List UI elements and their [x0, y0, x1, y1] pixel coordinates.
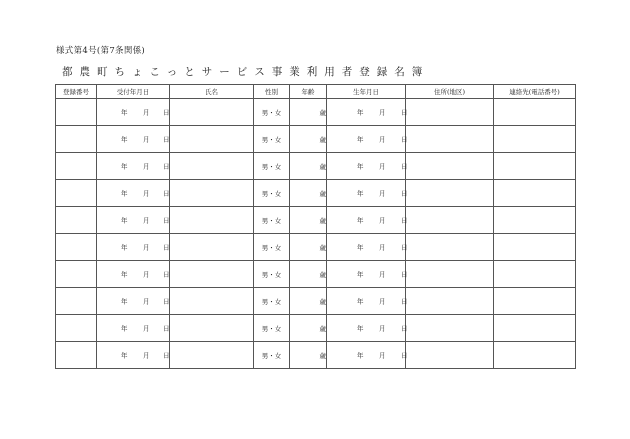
birth-month-label: 月: [379, 324, 386, 333]
received-day-label: 日: [163, 243, 170, 252]
sex-cell[interactable]: [254, 315, 290, 342]
age-cell[interactable]: [290, 153, 327, 180]
address-cell[interactable]: [406, 99, 494, 126]
birth-month-label: 月: [379, 108, 386, 117]
birth-date-cell[interactable]: [327, 126, 406, 153]
contact-cell[interactable]: [494, 207, 576, 234]
birth-day-label: 日: [401, 297, 408, 306]
received-day-label: 日: [163, 297, 170, 306]
header-address: 住所(地区): [406, 85, 494, 99]
birth-year-label: 年: [357, 216, 364, 225]
received-year-label: 年: [121, 270, 128, 279]
birth-year-label: 年: [357, 108, 364, 117]
age-suffix-label: 歳: [319, 351, 326, 360]
received-month-label: 月: [143, 189, 150, 198]
birth-date-cell[interactable]: [327, 153, 406, 180]
birth-year-label: 年: [357, 243, 364, 252]
birth-day-label: 日: [401, 216, 408, 225]
address-cell[interactable]: [406, 261, 494, 288]
contact-cell[interactable]: [494, 99, 576, 126]
address-cell[interactable]: [406, 180, 494, 207]
age-cell[interactable]: [290, 99, 327, 126]
header-contact: 連絡先(電話番号): [494, 85, 576, 99]
table-row: [56, 234, 576, 261]
birth-date-cell[interactable]: [327, 342, 406, 369]
table-body: [56, 99, 576, 369]
header-sex: 性別: [254, 85, 290, 99]
received-year-label: 年: [121, 108, 128, 117]
table-row: [56, 288, 576, 315]
header-received-date: 受付年月日: [97, 85, 170, 99]
contact-cell[interactable]: [494, 261, 576, 288]
received-year-label: 年: [121, 297, 128, 306]
address-cell[interactable]: [406, 153, 494, 180]
birth-day-label: 日: [401, 351, 408, 360]
received-day-label: 日: [163, 135, 170, 144]
registration-table: [55, 84, 576, 369]
birth-year-label: 年: [357, 189, 364, 198]
sex-options-label: 男・女: [261, 270, 282, 279]
received-month-label: 月: [143, 108, 150, 117]
address-cell[interactable]: [406, 315, 494, 342]
received-month-label: 月: [143, 216, 150, 225]
received-year-label: 年: [121, 216, 128, 225]
contact-cell[interactable]: [494, 126, 576, 153]
sex-cell[interactable]: [254, 180, 290, 207]
age-cell[interactable]: [290, 315, 327, 342]
birth-month-label: 月: [379, 297, 386, 306]
contact-cell[interactable]: [494, 153, 576, 180]
form-number: 様式第4号(第7条関係): [56, 46, 146, 56]
sex-options-label: 男・女: [261, 324, 282, 333]
birth-year-label: 年: [357, 324, 364, 333]
received-date-cell[interactable]: [97, 126, 170, 153]
reg-no-cell[interactable]: [56, 288, 97, 315]
address-cell[interactable]: [406, 342, 494, 369]
received-date-cell[interactable]: [97, 261, 170, 288]
sex-options-label: 男・女: [261, 135, 282, 144]
birth-day-label: 日: [401, 108, 408, 117]
age-suffix-label: 歳: [319, 162, 326, 171]
birth-day-label: 日: [401, 135, 408, 144]
contact-cell[interactable]: [494, 180, 576, 207]
birth-date-cell[interactable]: [327, 99, 406, 126]
document-title: 都農町ちょこっとサービス事業利用者登録名簿: [62, 66, 430, 78]
age-cell[interactable]: [290, 180, 327, 207]
header-birth-date: 生年月日: [327, 85, 406, 99]
received-month-label: 月: [143, 135, 150, 144]
age-suffix-label: 歳: [319, 189, 326, 198]
received-date-cell[interactable]: [97, 288, 170, 315]
reg-no-cell[interactable]: [56, 180, 97, 207]
received-day-label: 日: [163, 324, 170, 333]
header-age: 年齢: [290, 85, 327, 99]
sex-options-label: 男・女: [261, 351, 282, 360]
age-suffix-label: 歳: [319, 108, 326, 117]
birth-year-label: 年: [357, 297, 364, 306]
received-month-label: 月: [143, 270, 150, 279]
birth-month-label: 月: [379, 189, 386, 198]
received-date-cell[interactable]: [97, 180, 170, 207]
birth-day-label: 日: [401, 243, 408, 252]
received-date-cell[interactable]: [97, 207, 170, 234]
sex-cell[interactable]: [254, 342, 290, 369]
received-year-label: 年: [121, 324, 128, 333]
table-row: [56, 207, 576, 234]
reg-no-cell[interactable]: [56, 342, 97, 369]
age-cell[interactable]: [290, 126, 327, 153]
received-day-label: 日: [163, 189, 170, 198]
table-row: [56, 342, 576, 369]
received-date-cell[interactable]: [97, 153, 170, 180]
received-date-cell[interactable]: [97, 315, 170, 342]
received-month-label: 月: [143, 324, 150, 333]
age-suffix-label: 歳: [319, 135, 326, 144]
birth-date-cell[interactable]: [327, 315, 406, 342]
received-day-label: 日: [163, 108, 170, 117]
received-date-cell[interactable]: [97, 99, 170, 126]
address-cell[interactable]: [406, 126, 494, 153]
header-name: 氏名: [170, 85, 254, 99]
birth-year-label: 年: [357, 162, 364, 171]
sex-cell[interactable]: [254, 153, 290, 180]
received-day-label: 日: [163, 216, 170, 225]
sex-cell[interactable]: [254, 261, 290, 288]
sex-options-label: 男・女: [261, 162, 282, 171]
birth-month-label: 月: [379, 243, 386, 252]
reg-no-cell[interactable]: [56, 153, 97, 180]
birth-year-label: 年: [357, 270, 364, 279]
received-month-label: 月: [143, 243, 150, 252]
name-cell[interactable]: [170, 234, 254, 261]
sex-cell[interactable]: [254, 99, 290, 126]
age-suffix-label: 歳: [319, 216, 326, 225]
age-cell[interactable]: [290, 261, 327, 288]
name-cell[interactable]: [170, 342, 254, 369]
age-suffix-label: 歳: [319, 243, 326, 252]
reg-no-cell[interactable]: [56, 261, 97, 288]
age-suffix-label: 歳: [319, 297, 326, 306]
birth-day-label: 日: [401, 189, 408, 198]
contact-cell[interactable]: [494, 288, 576, 315]
received-month-label: 月: [143, 162, 150, 171]
received-year-label: 年: [121, 351, 128, 360]
age-cell[interactable]: [290, 288, 327, 315]
table-row: [56, 180, 576, 207]
received-month-label: 月: [143, 297, 150, 306]
name-cell[interactable]: [170, 207, 254, 234]
age-cell[interactable]: [290, 234, 327, 261]
name-cell[interactable]: [170, 288, 254, 315]
age-suffix-label: 歳: [319, 324, 326, 333]
table-row: [56, 99, 576, 126]
sex-options-label: 男・女: [261, 243, 282, 252]
received-year-label: 年: [121, 162, 128, 171]
name-cell[interactable]: [170, 153, 254, 180]
reg-no-cell[interactable]: [56, 234, 97, 261]
birth-day-label: 日: [401, 270, 408, 279]
birth-month-label: 月: [379, 270, 386, 279]
received-year-label: 年: [121, 243, 128, 252]
sex-cell[interactable]: [254, 126, 290, 153]
address-cell[interactable]: [406, 207, 494, 234]
header-reg-no: 登録番号: [56, 85, 97, 99]
age-suffix-label: 歳: [319, 270, 326, 279]
received-date-cell[interactable]: [97, 234, 170, 261]
contact-cell[interactable]: [494, 342, 576, 369]
age-cell[interactable]: [290, 207, 327, 234]
received-month-label: 月: [143, 351, 150, 360]
contact-cell[interactable]: [494, 234, 576, 261]
reg-no-cell[interactable]: [56, 315, 97, 342]
address-cell[interactable]: [406, 288, 494, 315]
birth-date-cell[interactable]: [327, 180, 406, 207]
table-row: [56, 126, 576, 153]
table-row: [56, 153, 576, 180]
birth-date-cell[interactable]: [327, 261, 406, 288]
birth-date-cell[interactable]: [327, 288, 406, 315]
name-cell[interactable]: [170, 315, 254, 342]
sex-cell[interactable]: [254, 234, 290, 261]
received-year-label: 年: [121, 189, 128, 198]
sex-options-label: 男・女: [261, 297, 282, 306]
sex-cell[interactable]: [254, 207, 290, 234]
name-cell[interactable]: [170, 99, 254, 126]
header-row: [56, 85, 576, 99]
birth-day-label: 日: [401, 162, 408, 171]
received-day-label: 日: [163, 162, 170, 171]
birth-year-label: 年: [357, 351, 364, 360]
name-cell[interactable]: [170, 261, 254, 288]
sex-cell[interactable]: [254, 288, 290, 315]
birth-month-label: 月: [379, 162, 386, 171]
address-cell[interactable]: [406, 234, 494, 261]
received-date-cell[interactable]: [97, 342, 170, 369]
age-cell[interactable]: [290, 342, 327, 369]
birth-month-label: 月: [379, 135, 386, 144]
name-cell[interactable]: [170, 126, 254, 153]
birth-month-label: 月: [379, 351, 386, 360]
reg-no-cell[interactable]: [56, 99, 97, 126]
received-year-label: 年: [121, 135, 128, 144]
received-day-label: 日: [163, 351, 170, 360]
reg-no-cell[interactable]: [56, 207, 97, 234]
table-row: [56, 261, 576, 288]
received-day-label: 日: [163, 270, 170, 279]
contact-cell[interactable]: [494, 315, 576, 342]
reg-no-cell[interactable]: [56, 126, 97, 153]
table-row: [56, 315, 576, 342]
sex-options-label: 男・女: [261, 216, 282, 225]
sex-options-label: 男・女: [261, 189, 282, 198]
birth-year-label: 年: [357, 135, 364, 144]
birth-month-label: 月: [379, 216, 386, 225]
birth-day-label: 日: [401, 324, 408, 333]
name-cell[interactable]: [170, 180, 254, 207]
sex-options-label: 男・女: [261, 108, 282, 117]
birth-date-cell[interactable]: [327, 207, 406, 234]
birth-date-cell[interactable]: [327, 234, 406, 261]
